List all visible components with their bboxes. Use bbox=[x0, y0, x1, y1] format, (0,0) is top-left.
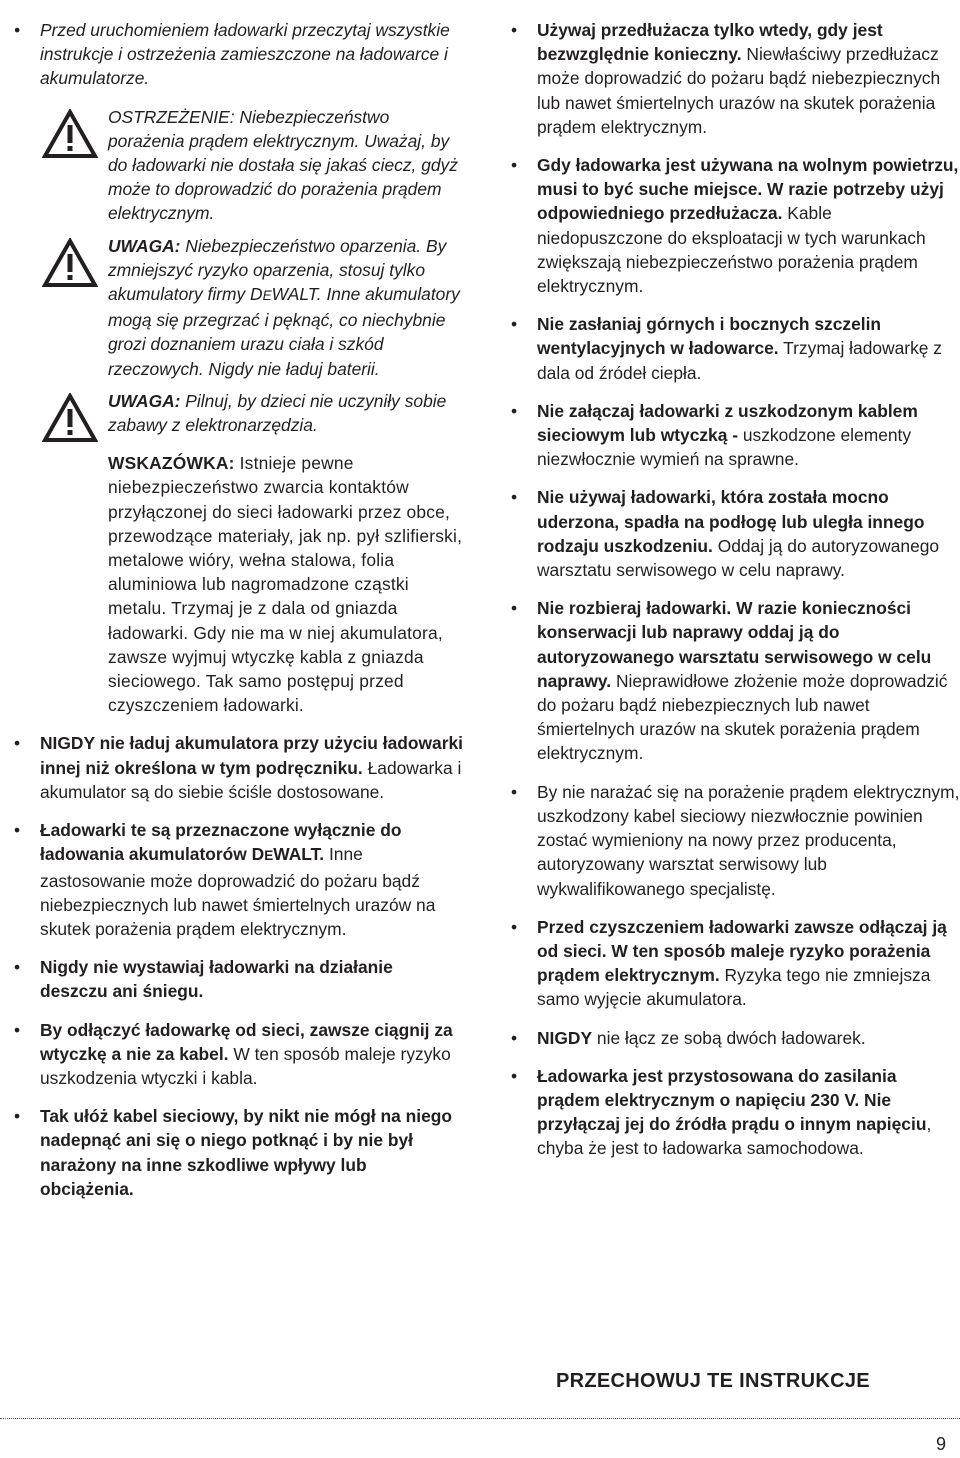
item-bold: Nigdy nie wystawiaj ładowarki na działanie deszczu ani śniegu. bbox=[40, 957, 393, 1002]
bullet: • bbox=[14, 1106, 21, 1127]
item-text: Trzymaj ładowarkę z dala od źródeł ciepła. bbox=[537, 338, 942, 383]
item-bold: Nie zasłaniaj górnych i bocznych szczelin wentylacyjnych w ładowarce. bbox=[537, 314, 882, 359]
bullet: • bbox=[14, 20, 21, 40]
item-bold: NIGDY bbox=[537, 1027, 593, 1048]
list-item bbox=[511, 153, 960, 298]
caution-text-cont: WALT. Inne akumulatory mogą się przegrzać i pęknąć, co niechybnie grozi doznaniem urazu ciała i szkód rzeczowych. Nigdy nie ładuj baterii. bbox=[108, 284, 460, 379]
brand-small-caps: E bbox=[264, 848, 274, 864]
note-label: WSKAZÓWKA: bbox=[108, 453, 235, 474]
list-item bbox=[511, 399, 960, 472]
item-text: Inne zastosowanie może doprowadzić do pożaru bądź niebezpiecznych lub nawet śmiertelnych urazów na skutek porażenia prądem elektrycznym. bbox=[40, 844, 436, 939]
warning-burn bbox=[14, 234, 464, 381]
keep-instructions-heading: PRZECHOWUJ TE INSTRUKCJE bbox=[556, 1370, 870, 1392]
warning-triangle-icon bbox=[42, 393, 98, 443]
list-item bbox=[511, 485, 960, 582]
bullet: • bbox=[511, 1065, 518, 1086]
warning-triangle-icon bbox=[42, 238, 98, 288]
item-text: Kable niedopuszczone do eksploatacji w tych warunkach zwiększają niebezpieczeństwo porażenia prądem elektrycznym. bbox=[537, 203, 926, 297]
right-column bbox=[511, 18, 960, 1175]
warning-children bbox=[14, 389, 464, 437]
left-column bbox=[14, 18, 464, 1215]
bullet: • bbox=[511, 1027, 518, 1048]
item-bold: Używaj przedłużacza tylko wtedy, gdy jest bezwzględnie konieczny. bbox=[537, 20, 883, 65]
item-text: By nie narażać się na porażenie prądem elektrycznym, uszkodzony kabel sieciowy niezwłocznie powinien zostać wymieniony na nowy przez producenta, autoryzowany warsztat serwisowy lub wykwalifikowanego specjalistę. bbox=[537, 781, 960, 899]
bullet: • bbox=[511, 781, 518, 802]
list-item bbox=[511, 312, 960, 385]
item-bold: Przed czyszczeniem ładowarki zawsze odłączaj ją od sieci. W ten sposób maleje ryzyko porażenia prądem elektrycznym. bbox=[537, 916, 947, 986]
warning-electric bbox=[14, 105, 464, 226]
item-text: Ryzyka tego nie zmniejsza samo wyjęcie akumulatora. bbox=[537, 965, 931, 1010]
item-bold: By odłączyć ładowarkę od sieci, zawsze ciągnij za wtyczkę a nie za kabel. bbox=[40, 1019, 453, 1064]
page-number: 9 bbox=[935, 1434, 946, 1454]
bullet: • bbox=[511, 400, 518, 421]
list-item bbox=[511, 18, 960, 139]
item-bold: Gdy ładowarka jest używana na wolnym powietrzu, musi to być suche miejsce. W razie potrzeby użyj odpowiedniego przedłużacza. bbox=[537, 155, 959, 224]
list-item bbox=[14, 818, 464, 941]
list-item bbox=[511, 596, 960, 765]
item-bold: Ładowarki te są przeznaczone wyłącznie do ładowania akumulatorów D bbox=[40, 820, 402, 865]
bullet: • bbox=[511, 598, 518, 619]
item-text: Nieprawidłowe złożenie może doprowadzić do pożaru bądź niebezpiecznych lub nawet śmiertelnych urazów na skutek porażenia prądem elektrycznym. bbox=[537, 670, 948, 764]
list-item bbox=[511, 1064, 960, 1161]
warning-label: OSTRZEŻENIE: bbox=[108, 106, 235, 127]
item-text: Ładowarka i akumulator są do siebie ściśle dostosowane. bbox=[40, 757, 462, 802]
warning-text: Niebezpieczeństwo porażenia prądem elektrycznym. Uważaj, by do ładowarki nie dostała się jakaś ciecz, gdyż może to doprowadzić do porażenia prądem elektrycznym. bbox=[108, 106, 458, 224]
bullet: • bbox=[511, 487, 518, 508]
intro-text: Przed uruchomieniem ładowarki przeczytaj wszystkie instrukcje i ostrzeżenia zamieszczone na ładowarce i akumulatorze. bbox=[40, 20, 450, 89]
bullet: • bbox=[511, 20, 518, 40]
bullet: • bbox=[14, 1019, 21, 1040]
item-text: , chyba że jest to ładowarka samochodowa. bbox=[537, 1114, 932, 1159]
bullet: • bbox=[14, 820, 21, 841]
caution-text: Niebezpieczeństwo oparzenia. By zmniejszyć ryzyko oparzenia, stosuj tylko akumulatory firmy D bbox=[108, 235, 447, 305]
bullet: • bbox=[14, 733, 21, 754]
warning-triangle-icon bbox=[42, 109, 98, 159]
item-text: Oddaj ją do autoryzowanego warsztatu serwisowego w celu naprawy. bbox=[537, 535, 940, 581]
list-item bbox=[14, 955, 464, 1003]
caution-text: Pilnuj, by dzieci nie uczyniły sobie zabawy z elektronarzędzia. bbox=[108, 390, 447, 436]
list-item bbox=[14, 1018, 464, 1091]
list-item bbox=[14, 1104, 464, 1201]
list-item bbox=[511, 780, 960, 901]
note-block bbox=[14, 451, 464, 717]
list-item bbox=[511, 915, 960, 1012]
list-item bbox=[511, 1026, 960, 1050]
item-bold: Tak ułóż kabel sieciowy, by nikt nie mógł na niego nadepnąć ani się o niego potknąć i by nie był narażony na inne szkodliwe wpływy lub obciążenia. bbox=[40, 1106, 452, 1199]
brand-small-caps: E bbox=[262, 288, 272, 304]
intro-item bbox=[14, 18, 464, 91]
caution-label: UWAGA: bbox=[108, 390, 181, 411]
item-text: W ten sposób maleje ryzyko uszkodzenia wtyczki i kabla. bbox=[40, 1043, 451, 1088]
bullet: • bbox=[511, 155, 518, 176]
item-bold: Nie załączaj ładowarki z uszkodzonym kablem sieciowym lub wtyczką - bbox=[537, 400, 918, 446]
item-bold: Nie rozbieraj ładowarki. W razie konieczności konserwacji lub naprawy oddaj ją do autoryzowanego warsztatu serwisowego w celu naprawy. bbox=[537, 598, 932, 691]
item-bold: Ładowarka jest przystosowana do zasilania prądem elektrycznym o napięciu 230 V. Nie przyłączaj jej do źródła prądu o innym napięciu bbox=[537, 1065, 927, 1135]
item-bold-cont: WALT. bbox=[273, 844, 325, 865]
item-bold: Nie używaj ładowarki, która została mocno uderzona, spadła na podłogę lub uległa innego rodzaju uszkodzeniu. bbox=[537, 487, 925, 556]
footer-divider bbox=[0, 1418, 960, 1419]
note-text: Istnieje pewne niebezpieczeństwo zwarcia kontaktów przyłączonej do sieci ładowarki przez obce, przewodzące materiały, jak np. pył szlifierski, metalowe wióry, wełna stalowa, folia aluminiowa lub nagromadzone cząstki metalu. Trzymaj je z dala od gniazda ładowarki. Gdy nie ma w niej akumulatora, zawsze wyjmuj wtyczkę kabla z gniazda sieciowego. Tak samo postępuj przed czyszczeniem ładowarki. bbox=[108, 453, 463, 716]
bullet: • bbox=[511, 314, 518, 335]
bullet: • bbox=[14, 957, 21, 978]
item-text: Niewłaściwy przedłużacz może doprowadzić do pożaru bądź niebezpiecznych lub nawet śmiertelnych urazów na skutek porażenia prądem elektrycznym. bbox=[537, 44, 941, 137]
item-text: nie łącz ze sobą dwóch ładowarek. bbox=[592, 1027, 866, 1048]
list-item bbox=[14, 731, 464, 804]
caution-label: UWAGA: bbox=[108, 235, 181, 256]
bullet: • bbox=[511, 916, 518, 937]
item-bold: NIGDY nie ładuj akumulatora przy użyciu ładowarki innej niż określona w tym podręczniku. bbox=[40, 733, 463, 778]
item-text: uszkodzone elementy niezwłocznie wymień na sprawne. bbox=[537, 425, 912, 470]
